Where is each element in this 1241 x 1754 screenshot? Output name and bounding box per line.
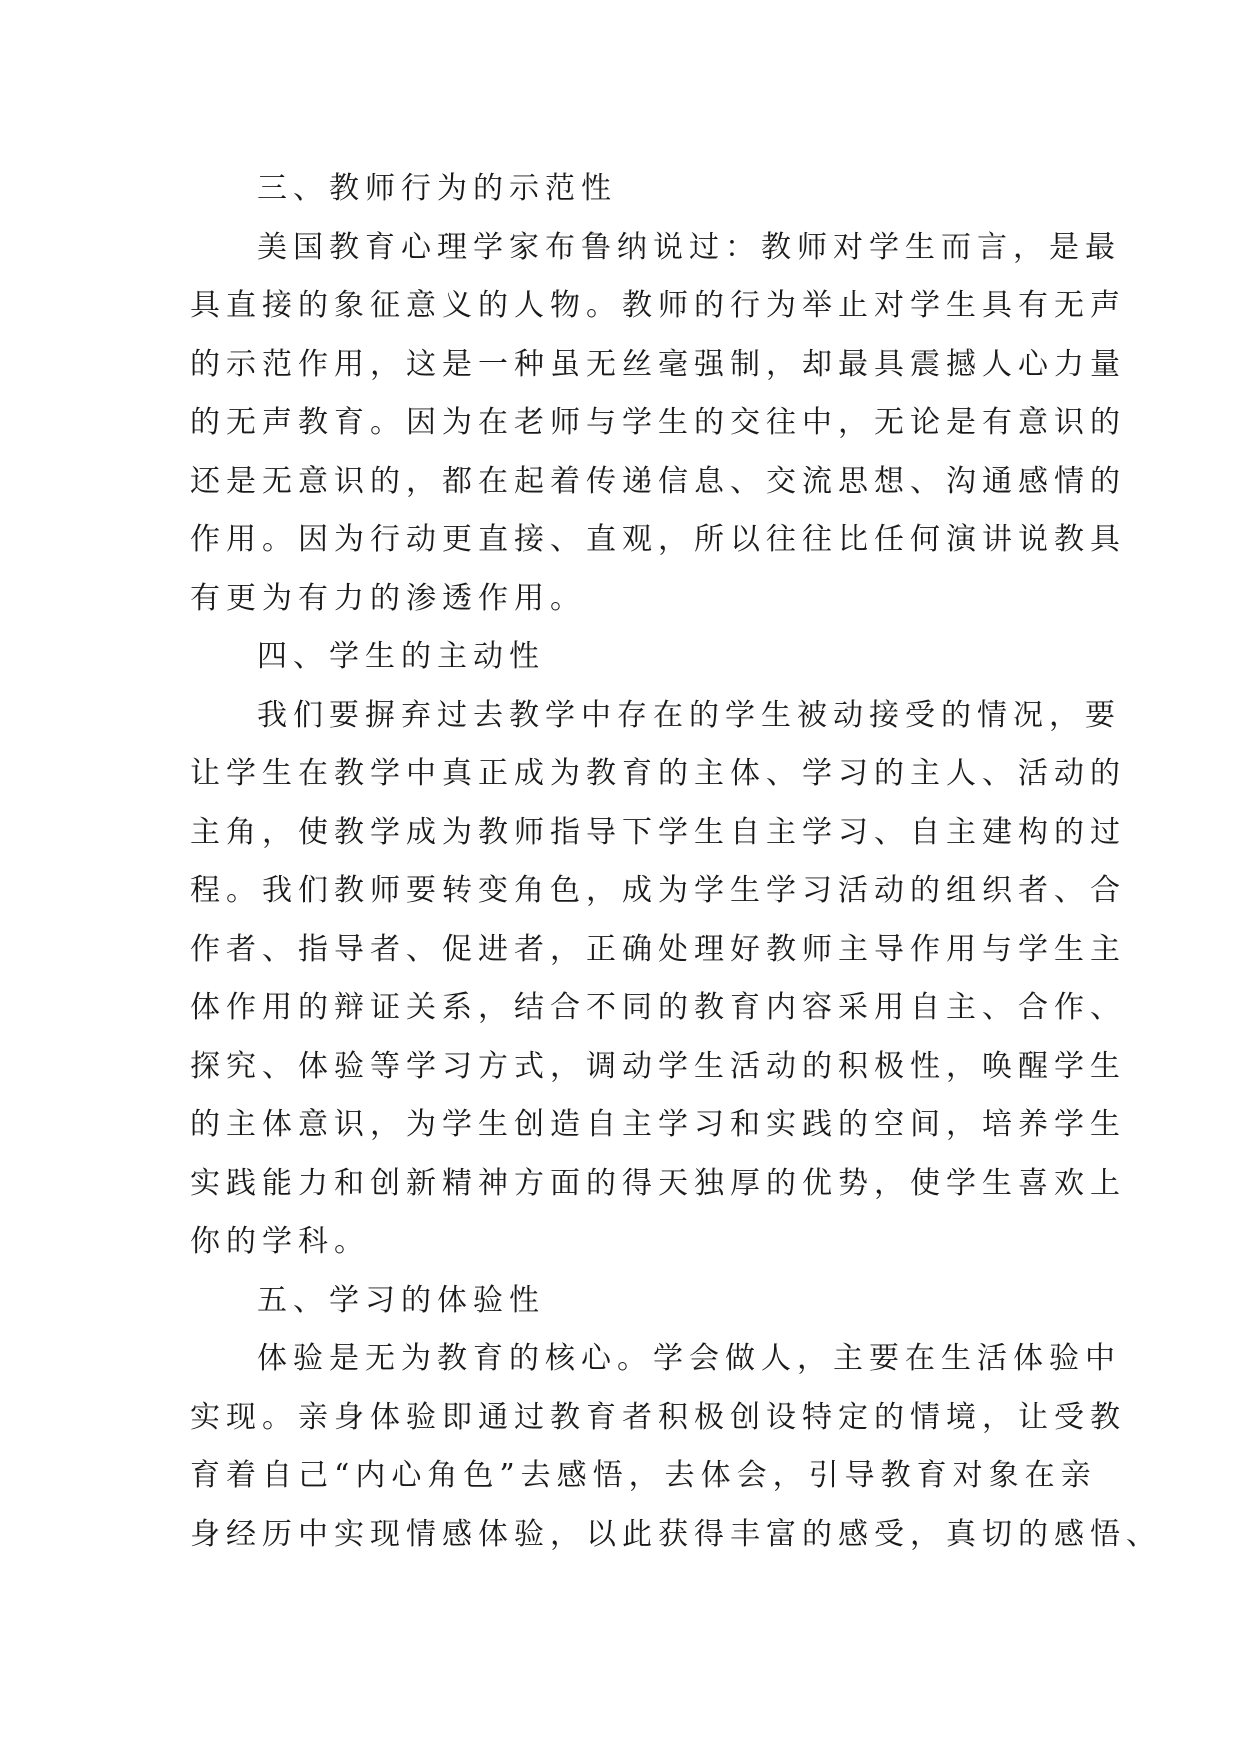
- paragraph-line: 育着自己“内心角色”去感悟，去体会，引导教育对象在亲: [190, 1458, 1097, 1493]
- paragraph-line: 你的学科。: [190, 1224, 370, 1259]
- paragraph-line: 实现。亲身体验即通过教育者积极创设特定的情境，让受教: [190, 1399, 1126, 1435]
- paragraph-line: 程。我们教师要转变角色，成为学生学习活动的组织者、合: [190, 873, 1126, 908]
- paragraph-line: 身经历中实现情感体验，以此获得丰富的感受，真切的感悟、: [190, 1516, 1162, 1552]
- paragraph-line: 我们要摒弃过去教学中存在的学生被动接受的情况，要: [257, 697, 1121, 733]
- paragraph-line: 作者、指导者、促进者，正确处理好教师主导作用与学生主: [190, 931, 1126, 967]
- paragraph-line: 作用。因为行动更直接、直观，所以往往比任何演讲说教具: [190, 522, 1126, 557]
- paragraph-line: 美国教育心理学家布鲁纳说过：教师对学生而言，是最: [257, 229, 1121, 265]
- paragraph-line: 的无声教育。因为在老师与学生的交往中，无论是有意识的: [190, 405, 1126, 440]
- paragraph-line: 有更为有力的渗透作用。: [190, 580, 586, 616]
- paragraph-line: 体验是无为教育的核心。学会做人，主要在生活体验中: [257, 1341, 1121, 1376]
- paragraph-line: 让学生在教学中真正成为教育的主体、学习的主人、活动的: [190, 756, 1126, 791]
- paragraph-line: 的示范作用，这是一种虽无丝毫强制，却最具震撼人心力量: [190, 346, 1126, 382]
- section-heading-4: 四、学生的主动性: [257, 639, 545, 674]
- document-body: [190, 160, 1162, 1564]
- section-heading-5: 五、学习的体验性: [257, 1282, 545, 1318]
- paragraph-line: 还是无意识的，都在起着传递信息、交流思想、沟通感情的: [190, 463, 1126, 499]
- paragraph-line: 实践能力和创新精神方面的得天独厚的优势，使学生喜欢上: [190, 1165, 1126, 1201]
- paragraph-line: 具直接的象征意义的人物。教师的行为举止对学生具有无声: [190, 288, 1126, 323]
- paragraph-line: 体作用的辩证关系，结合不同的教育内容采用自主、合作、: [190, 990, 1126, 1025]
- paragraph-line: 的主体意识，为学生创造自主学习和实践的空间，培养学生: [190, 1107, 1126, 1142]
- paragraph-line: 主角，使教学成为教师指导下学生自主学习、自主建构的过: [190, 814, 1126, 850]
- paragraph-line: 探究、体验等学习方式，调动学生活动的积极性，唤醒学生: [190, 1048, 1126, 1084]
- section-heading-3: 三、教师行为的示范性: [257, 171, 617, 206]
